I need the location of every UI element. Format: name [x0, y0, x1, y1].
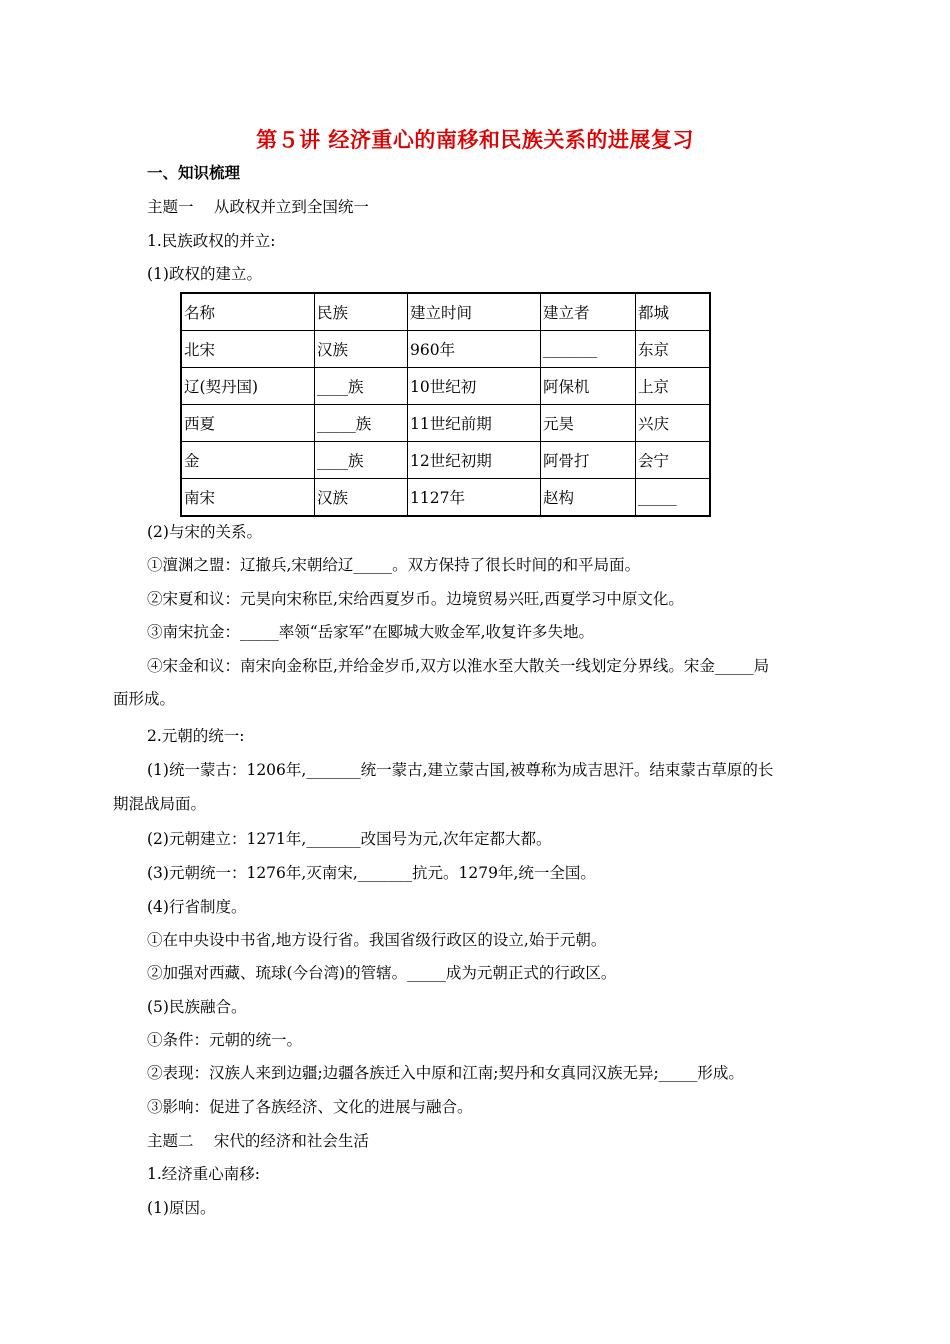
paragraph-continuation: 面形成。	[113, 690, 176, 708]
paragraph: ①澶渊之盟：辽撤兵,宋朝给辽_____。双方保持了很长时间的和平局面。	[147, 556, 641, 574]
table-cell: 辽(契丹国)	[181, 368, 315, 405]
table-cell: 元昊	[541, 405, 636, 442]
paragraph: ③南宋抗金：_____率领“岳家军”在郾城大败金军,收复许多失地。	[147, 623, 595, 641]
paragraph: (2)元朝建立：1271年,_______改国号为元,次年定都大都。	[147, 830, 552, 848]
table-cell: 会宁	[636, 442, 711, 479]
section-heading: 一、知识梳理	[147, 164, 241, 182]
table-cell: 阿骨打	[541, 442, 636, 479]
paragraph: (1)统一蒙古：1206年,_______统一蒙古,建立蒙古国,被尊称为成吉思汗。结束蒙古草原的长	[147, 761, 774, 779]
subheading: (1)政权的建立。	[147, 265, 262, 283]
paragraph: ④宋金和议：南宋向金称臣,并给金岁币,双方以淮水至大散关一线划定分界线。宋金_____局	[147, 657, 770, 675]
table-header: 都城	[636, 293, 711, 331]
table-row	[181, 442, 710, 479]
table-header: 建立时间	[408, 293, 541, 331]
table-cell: 上京	[636, 368, 711, 405]
subheading: (4)行省制度。	[147, 898, 247, 916]
table-cell: ____族	[315, 442, 408, 479]
table-cell: _____	[636, 479, 711, 517]
table-cell: 960年	[408, 331, 541, 368]
table-header: 建立者	[541, 293, 636, 331]
table-header: 民族	[315, 293, 408, 331]
table-cell: 10世纪初	[408, 368, 541, 405]
table-cell: 汉族	[315, 331, 408, 368]
table-cell: 北宋	[181, 331, 315, 368]
subheading: 1.民族政权的并立:	[147, 232, 276, 250]
table-cell: 东京	[636, 331, 711, 368]
subheading: (5)民族融合。	[147, 998, 247, 1016]
table-cell: 赵构	[541, 479, 636, 517]
table-cell: 金	[181, 442, 315, 479]
paragraph: ②加强对西藏、琉球(今台湾)的管辖。_____成为元朝正式的行政区。	[147, 964, 617, 982]
topic-heading: 主题一 从政权并立到全国统一	[147, 198, 369, 216]
table-cell: _______	[541, 331, 636, 368]
table-row	[181, 405, 710, 442]
regime-table	[180, 292, 711, 517]
table-cell: 汉族	[315, 479, 408, 517]
table-cell: _____族	[315, 405, 408, 442]
paragraph: ①在中央设中书省,地方设行省。我国省级行政区的设立,始于元朝。	[147, 931, 607, 949]
page-title: 第５讲 经济重心的南移和民族关系的进展复习	[256, 128, 694, 152]
table-cell: 11世纪前期	[408, 405, 541, 442]
table-row	[181, 368, 710, 405]
subheading: (2)与宋的关系。	[147, 523, 262, 541]
table-row	[181, 331, 710, 368]
subheading: 1.经济重心南移:	[147, 1165, 261, 1183]
paragraph-continuation: 期混战局面。	[113, 795, 207, 813]
table-row	[181, 479, 710, 517]
table-header-row	[181, 293, 710, 331]
paragraph: (3)元朝统一：1276年,灭南宋,_______抗元。1279年,统一全国。	[147, 864, 596, 882]
table-cell: ____族	[315, 368, 408, 405]
table-header: 名称	[181, 293, 315, 331]
table-cell: 西夏	[181, 405, 315, 442]
table-cell: 兴庆	[636, 405, 711, 442]
subheading: 2.元朝的统一:	[147, 727, 245, 745]
table-cell: 1127年	[408, 479, 541, 517]
paragraph: ②表现：汉族人来到边疆;边疆各族迁入中原和江南;契丹和女真同汉族无异;_____形成。	[147, 1064, 744, 1082]
topic-heading: 主题二 宋代的经济和社会生活	[147, 1132, 369, 1150]
paragraph: ②宋夏和议：元昊向宋称臣,宋给西夏岁币。边境贸易兴旺,西夏学习中原文化。	[147, 590, 684, 608]
subheading: (1)原因。	[147, 1199, 216, 1217]
table-cell: 阿保机	[541, 368, 636, 405]
table-cell: 12世纪初期	[408, 442, 541, 479]
paragraph: ③影响：促进了各族经济、文化的进展与融合。	[147, 1098, 473, 1116]
paragraph: ①条件：元朝的统一。	[147, 1031, 303, 1049]
table-cell: 南宋	[181, 479, 315, 517]
